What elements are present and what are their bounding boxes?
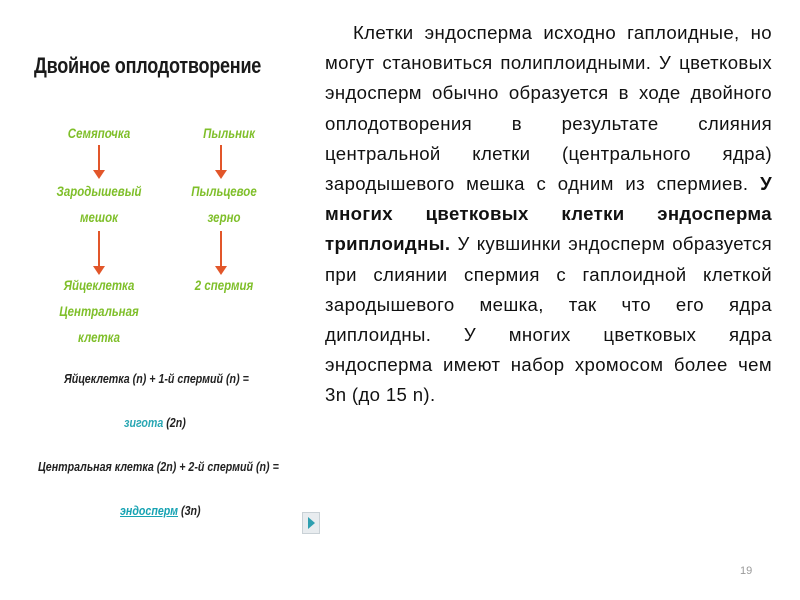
embryo-sac-label-1: Зародышевый bbox=[56, 183, 142, 199]
play-arrow-icon[interactable] bbox=[302, 512, 320, 534]
slide-number: 19 bbox=[740, 565, 753, 577]
equation-2: Центральная клетка (2n) + 2-й спермий (n) = bbox=[38, 459, 279, 474]
diagram-title: Двойное оплодотворение bbox=[34, 53, 262, 78]
embryo-sac-label-2: мешок bbox=[80, 209, 118, 225]
double-fertilization-diagram bbox=[24, 35, 306, 540]
pollen-grain-label-1: Пыльцевое bbox=[191, 183, 257, 199]
two-sperm-label: 2 спермия bbox=[194, 277, 254, 293]
arrow-sac-to-cells bbox=[98, 231, 100, 267]
arrow-ovule-to-sac bbox=[98, 145, 100, 171]
endosperm-link[interactable]: эндосперм bbox=[120, 503, 179, 518]
ovule-label: Семяпочка bbox=[67, 125, 131, 141]
arrow-pollen-to-sperm bbox=[220, 231, 222, 267]
egg-cell-label: Яйцеклетка bbox=[63, 277, 135, 293]
result-zygote bbox=[124, 415, 186, 430]
zygote-ploidy: (2n) bbox=[163, 415, 186, 430]
endosperm-ploidy: (3n) bbox=[178, 503, 201, 518]
equation-1: Яйцеклетка (n) + 1-й спермий (n) = bbox=[64, 371, 249, 386]
pollen-grain-label-2: зерно bbox=[207, 209, 241, 225]
body-text bbox=[325, 18, 772, 411]
central-cell-label-2: клетка bbox=[77, 329, 121, 345]
body-text-part-2: У кувшинки эндосперм образуется при слиянии спермия с гаплоидной клеткой зародышевого мешка, так что его ядра диплоидны. У многих цветковых ядра эндосперма имеют набор хромосом более чем 3n (до 15 n). bbox=[325, 233, 772, 406]
body-text-part-1: Клетки эндосперма исходно гаплоидные, но могут становиться полиплоидными. У цветковых эндосперм обычно образуется в ходе двойного оплодотворения в результате слияния центральной клетки (центрального ядра) зародышевого мешка с одним из спермиев. bbox=[325, 22, 772, 195]
arrow-anther-to-pollen bbox=[220, 145, 222, 171]
central-cell-label-1: Центральная bbox=[59, 303, 139, 319]
anther-label: Пыльник bbox=[203, 125, 255, 141]
zygote-word: зигота bbox=[124, 415, 164, 430]
body-text-bold: У многих цветковых клетки эндосперма триплоидны. bbox=[325, 173, 772, 255]
result-endosperm bbox=[120, 503, 201, 518]
